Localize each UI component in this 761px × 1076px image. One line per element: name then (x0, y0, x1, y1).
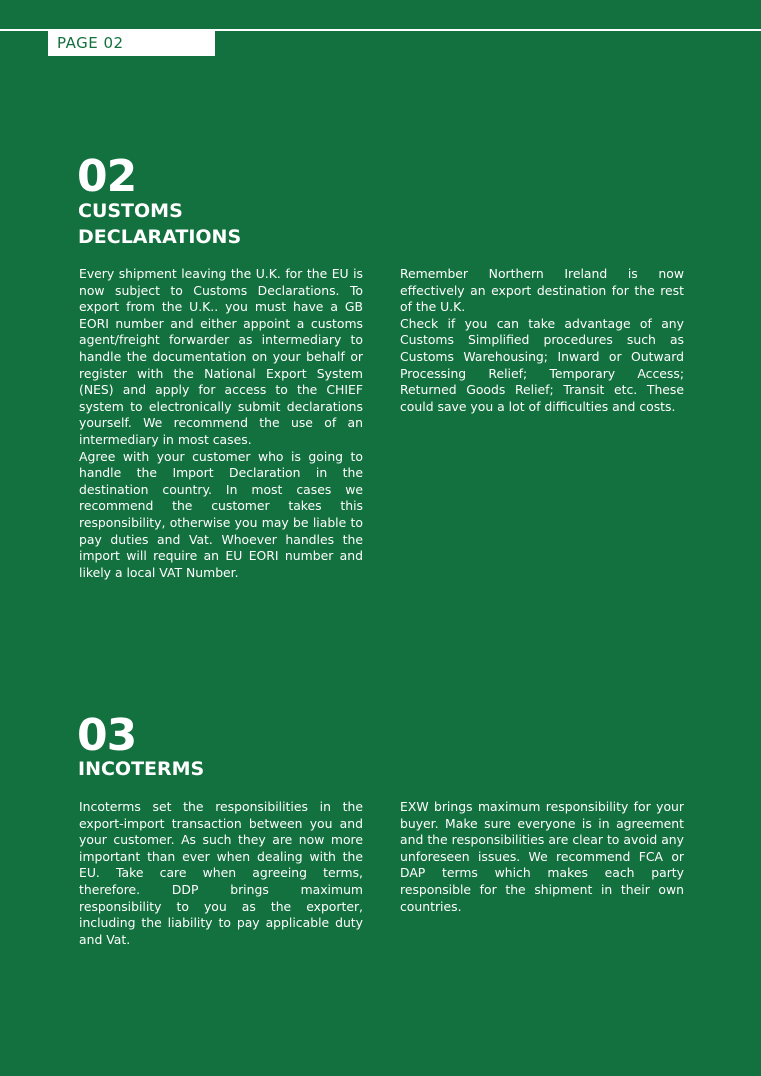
paragraph: Remember Northern Ireland is now effectively an export destination for the rest of the U.K. (400, 266, 684, 315)
paragraph: EXW brings maximum responsibility for your buyer. Make sure everyone is in agreement and the responsibilities are clear to avoid any unforeseen issues. We recommend FCA or DAP terms which makes each party responsible for the shipment in their own countries. (400, 799, 684, 914)
section-number: 02 (77, 151, 137, 202)
paragraph: Every shipment leaving the U.K. for the EU is now subject to Customs Declarations. To export from the U.K.. you must have a GB EORI number and either appoint a customs agent/freight forwarder as intermediary to handle the documentation on your behalf or register with the National Export System (NES) and apply for access to the CHIEF system to electronically submit declarations yourself. We recommend the use of an intermediary in most cases. (79, 266, 363, 447)
paragraph: Check if you can take advantage of any Customs Simplified procedures such as Customs Warehousing; Inward or Outward Processing Relief; Temporary Access; Returned Goods Relief; Transit etc. These could save you a lot of difficulties and costs. (400, 315, 684, 414)
section-number: 03 (77, 710, 137, 761)
section-title-line1: INCOTERMS (78, 758, 205, 780)
paragraph: Incoterms set the responsibilities in the export-import transaction between you and your customer. As such they are now more important than ever when dealing with the EU. Take care when agreeing terms, therefore. DDP brings maximum responsibility to you as the exporter, including the liability to pay applicable duty and Vat. (79, 799, 363, 947)
section-left-column (79, 266, 363, 581)
section-title-line2: DECLARATIONS (78, 226, 242, 248)
section-right-column (400, 799, 684, 915)
section-right-column (400, 266, 684, 415)
section-title-line1: CUSTOMS (78, 200, 183, 222)
page-label: PAGE 02 (48, 31, 215, 56)
paragraph: Agree with your customer who is going to handle the Import Declaration in the destination country. In most cases we recommend the customer takes this responsibility, otherwise you may be liable to pay duties and Vat. Whoever handles the import will require an EU EORI number and likely a local VAT Number. (79, 448, 363, 580)
section-left-column (79, 799, 363, 948)
